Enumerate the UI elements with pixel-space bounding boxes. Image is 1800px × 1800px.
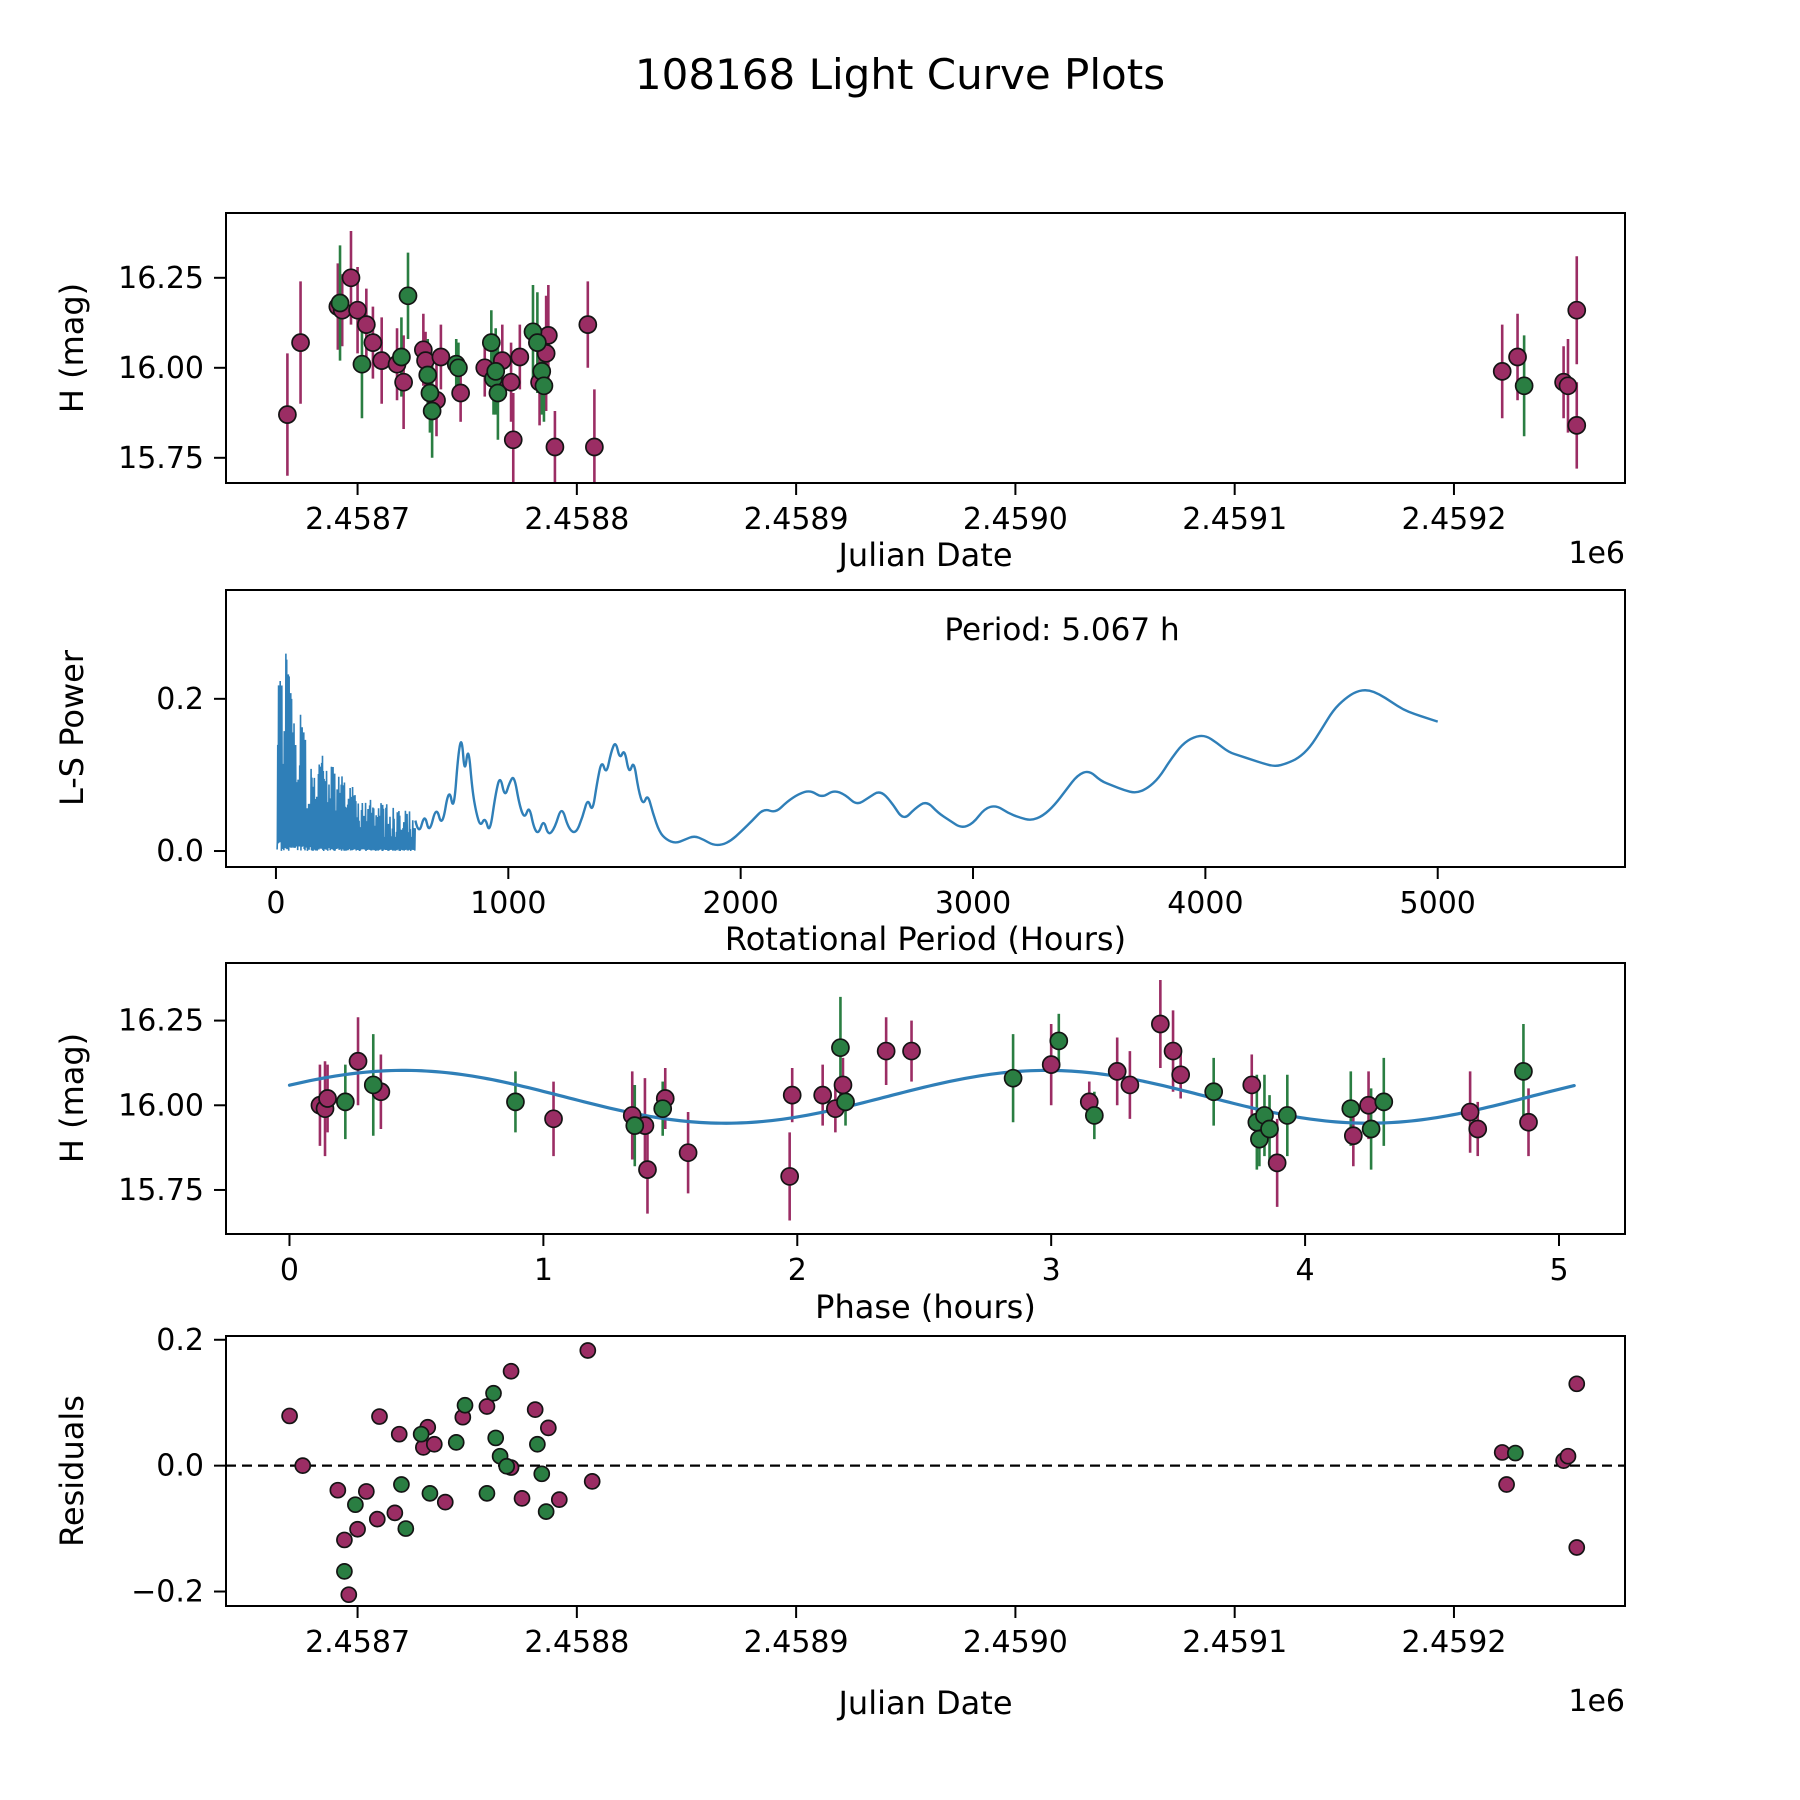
data-point [295,1458,310,1473]
data-point [1499,1477,1514,1492]
data-point [1469,1120,1486,1137]
data-point [1569,1376,1584,1391]
y-tick-label: 16.25 [118,260,204,296]
data-point [421,385,438,402]
data-point [398,1521,413,1536]
lightcurve-axis-offset: 1e6 [1568,536,1625,571]
data-point [545,1110,562,1127]
dataset-1-markers [279,269,1585,455]
data-point [1165,1043,1182,1060]
x-tick-label: 2.4590 [962,1625,1068,1660]
x-tick-label: 5 [1549,1253,1569,1288]
y-tick-label: 16.00 [118,350,204,386]
data-point [359,1484,374,1499]
data-point [528,1402,543,1417]
data-point [546,439,563,456]
data-point [450,359,467,376]
data-point [1520,1114,1537,1131]
data-point [1121,1076,1138,1093]
x-tick-label: 4 [1295,1253,1315,1288]
data-point [337,1564,352,1579]
data-point [1152,1015,1169,1032]
data-point [511,349,528,366]
data-point [1005,1070,1022,1087]
data-point [1560,1449,1575,1464]
data-point [372,1409,387,1424]
data-point [370,1512,385,1527]
y-tick-label: 0.2 [156,1322,204,1358]
lightcurve-x-axis-label: Julian Date [838,536,1013,574]
data-point [1279,1107,1296,1124]
data-point [341,1587,356,1602]
data-point [903,1043,920,1060]
data-point [432,349,449,366]
data-point [1360,1097,1377,1114]
x-tick-label: 2.4590 [962,502,1068,537]
data-point [364,334,381,351]
data-point [504,1364,519,1379]
data-point [552,1492,567,1507]
data-point [358,316,375,333]
data-point [1559,377,1576,394]
x-tick-label: 4000 [1167,886,1244,921]
periodogram-ticks [214,699,1438,879]
data-point [626,1117,643,1134]
data-point [1342,1100,1359,1117]
data-point [282,1408,297,1423]
phased-lightcurve-plot-area [289,980,1574,1221]
lightcurve-y-axis-label: H (mag) [53,282,91,414]
data-point [781,1168,798,1185]
x-tick-label: 2.4587 [305,1625,411,1660]
data-point [387,1505,402,1520]
periodogram-y-axis-label: L-S Power [53,649,91,807]
x-tick-label: 2.4591 [1182,1625,1288,1660]
data-point [784,1087,801,1104]
y-tick-label: 16.25 [118,1003,204,1039]
y-tick-label: 0.0 [156,834,204,870]
data-point [479,1486,494,1501]
data-point [400,287,417,304]
x-tick-label: 2.4589 [743,502,849,537]
residuals-axes-frame [226,1336,1625,1606]
x-tick-label: 2.4588 [524,502,630,537]
data-point [392,1427,407,1442]
data-point [350,1522,365,1537]
x-tick-label: 2.4587 [305,502,411,537]
data-point [483,334,500,351]
data-point [515,1491,530,1506]
data-point [832,1039,849,1056]
data-point [393,349,410,366]
data-point [452,385,469,402]
data-point [1345,1127,1362,1144]
data-point [1243,1076,1260,1093]
lightcurve-tick-labels [118,261,1506,537]
data-point [535,377,552,394]
data-point [489,385,506,402]
data-point [580,1343,595,1358]
x-tick-label: 2.4592 [1401,1625,1507,1660]
figure-title: 108168 Light Curve Plots [634,50,1166,99]
data-point [1050,1032,1067,1049]
data-point [353,356,370,373]
x-tick-label: 2000 [702,886,779,921]
data-point [332,295,349,312]
data-point [1494,363,1511,380]
x-tick-label: 5000 [1399,886,1476,921]
data-point [1109,1063,1126,1080]
data-point [292,334,309,351]
periodogram-plot-area [277,654,1438,851]
x-tick-label: 2.4589 [743,1625,849,1660]
data-point [1568,417,1585,434]
data-point [438,1495,453,1510]
data-point [1261,1120,1278,1137]
residuals-plot-area [226,1343,1625,1602]
data-point [654,1100,671,1117]
data-point [1375,1093,1392,1110]
data-point [837,1093,854,1110]
panel-phased-lightcurve [118,963,1625,1288]
data-point [414,1427,429,1442]
x-tick-label: 0 [266,886,286,921]
x-tick-label: 1000 [470,886,547,921]
periodogram-x-axis-label: Rotational Period (Hours) [724,920,1127,958]
data-point [814,1087,831,1104]
x-tick-label: 1 [533,1253,553,1288]
data-point [279,406,296,423]
data-point [1569,1540,1584,1555]
data-point [1172,1066,1189,1083]
data-point [422,1486,437,1501]
data-point [505,431,522,448]
data-point [507,1093,524,1110]
data-point [639,1161,656,1178]
data-point [342,269,359,286]
data-point [449,1435,464,1450]
residuals-x-axis-label: Julian Date [838,1684,1013,1722]
data-point [579,316,596,333]
residuals-y-axis-label: Residuals [53,1395,91,1547]
data-point [319,1090,336,1107]
data-point [395,374,412,391]
data-point [486,1386,501,1401]
data-point [534,1466,549,1481]
periodogram-noise-region [277,654,415,851]
data-point [487,363,504,380]
dataset-2-markers [337,1386,1523,1579]
y-tick-label: −0.2 [131,1574,204,1610]
x-tick-label: 0 [279,1253,300,1288]
data-point [337,1093,354,1110]
data-point [424,403,441,420]
data-point [373,352,390,369]
data-point [337,1532,352,1547]
data-point [348,1497,363,1512]
x-tick-label: 2.4588 [524,1625,630,1660]
periodogram-curve [415,690,1437,845]
data-point [539,1504,554,1519]
phase-x-axis-label: Phase (hours) [815,1288,1036,1326]
data-point [1509,349,1526,366]
y-tick-label: 15.75 [118,440,204,476]
panel-lightcurve [118,213,1625,537]
data-point [1515,1063,1532,1080]
data-point [365,1076,382,1093]
period-annotation: Period: 5.067 h [944,612,1180,648]
data-point [878,1043,895,1060]
data-point [458,1398,473,1413]
x-tick-label: 2.4591 [1182,502,1288,537]
data-point [427,1437,442,1452]
y-tick-label: 0.0 [156,1448,204,1484]
phase-y-axis-label: H (mag) [53,1032,91,1164]
data-point [1462,1104,1479,1121]
x-tick-label: 2.4592 [1401,502,1507,537]
data-point [530,1437,545,1452]
x-tick-label: 3000 [934,886,1012,921]
data-point [419,367,436,384]
y-tick-label: 16.00 [118,1088,204,1124]
x-tick-label: 3 [1041,1253,1061,1288]
data-point [1205,1083,1222,1100]
panel-residuals [131,1323,1625,1660]
data-point [541,1420,556,1435]
y-tick-label: 15.75 [118,1172,204,1208]
data-point [585,1474,600,1489]
data-point [1363,1120,1380,1137]
data-point [680,1144,697,1161]
phased-lightcurve-axes-frame [226,963,1625,1234]
data-point [1086,1107,1103,1124]
data-point [529,334,546,351]
data-point [499,1459,514,1474]
data-point [1568,302,1585,319]
data-point [1043,1056,1060,1073]
lightcurve-plot-area [279,231,1585,505]
x-tick-label: 2 [787,1253,807,1288]
data-point [1269,1154,1286,1171]
lightcurve-axes-frame [226,213,1625,483]
data-point [394,1477,409,1492]
data-point [1516,377,1533,394]
y-tick-label: 0.2 [156,681,204,717]
data-point [1508,1446,1523,1461]
data-point [350,1053,367,1070]
data-point [488,1430,503,1445]
data-point [834,1076,851,1093]
residuals-axis-offset: 1e6 [1568,1684,1625,1719]
data-point [586,439,603,456]
data-point [330,1483,345,1498]
dataset-1-markers [282,1343,1584,1602]
